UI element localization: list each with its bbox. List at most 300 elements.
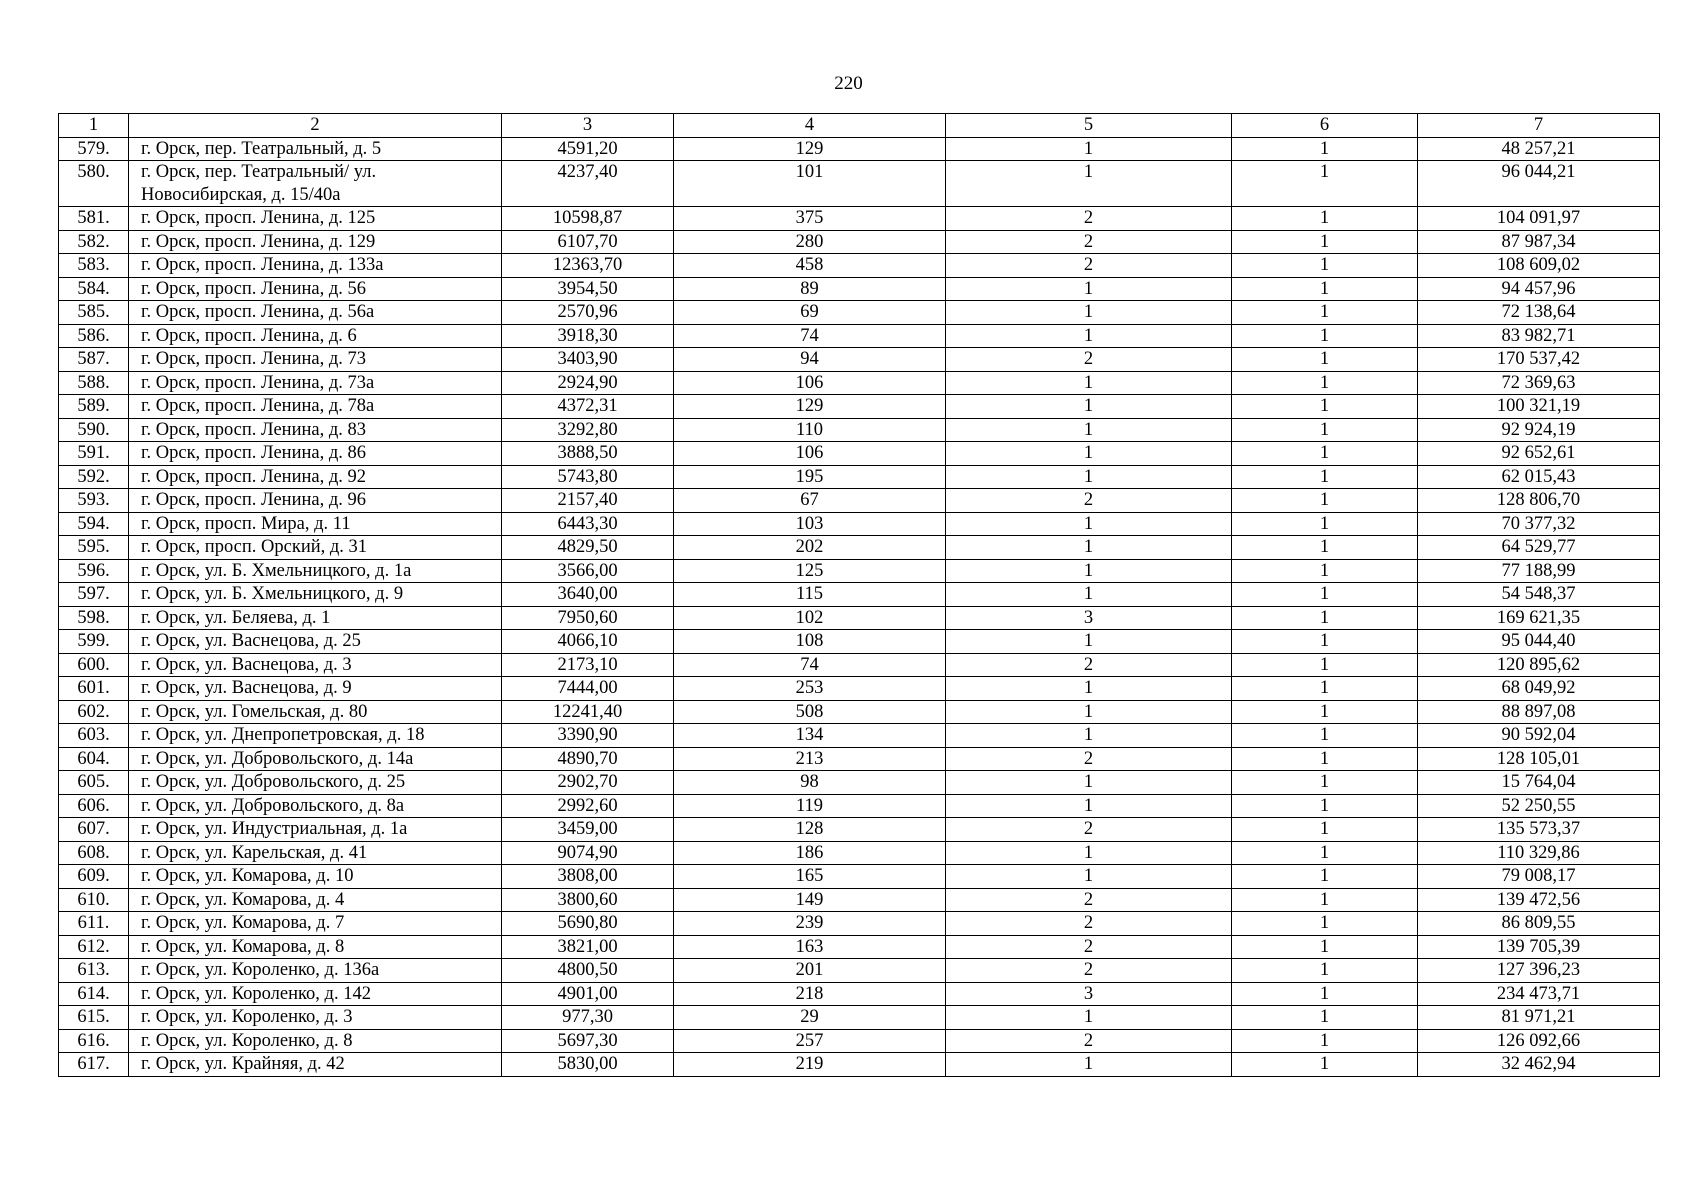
amount-cell: 96 044,21 [1418,161,1660,207]
header-cell: 5 [946,114,1232,138]
area-cell: 2992,60 [502,794,674,818]
table-row [59,512,1660,536]
amount-cell: 64 529,77 [1418,536,1660,560]
area-cell: 7950,60 [502,606,674,630]
col5-value-cell: 1 [946,771,1232,795]
header-cell: 7 [1418,114,1660,138]
row-number-cell: 596. [59,559,129,583]
amount-cell: 79 008,17 [1418,865,1660,889]
table-row [59,747,1660,771]
address-cell: г. Орск, ул. Индустриальная, д. 1а [129,818,502,842]
col5-value-cell: 1 [946,277,1232,301]
address-cell: г. Орск, ул. Добровольского, д. 14а [129,747,502,771]
header-cell: 2 [129,114,502,138]
table-row [59,489,1660,513]
row-number-cell: 602. [59,700,129,724]
residents-cell: 375 [674,207,946,231]
table-row [59,583,1660,607]
table-row [59,982,1660,1006]
address-cell: г. Орск, ул. Васнецова, д. 25 [129,630,502,654]
area-cell: 3888,50 [502,442,674,466]
amount-cell: 139 472,56 [1418,888,1660,912]
col6-value-cell: 1 [1232,254,1418,278]
residents-cell: 69 [674,301,946,325]
col6-value-cell: 1 [1232,371,1418,395]
row-number-cell: 616. [59,1029,129,1053]
row-number-cell: 597. [59,583,129,607]
address-cell: г. Орск, ул. Беляева, д. 1 [129,606,502,630]
col6-value-cell: 1 [1232,724,1418,748]
residents-cell: 165 [674,865,946,889]
col5-value-cell: 2 [946,935,1232,959]
col6-value-cell: 1 [1232,442,1418,466]
address-cell: г. Орск, ул. Б. Хмельницкого, д. 1а [129,559,502,583]
address-cell: г. Орск, ул. Комарова, д. 10 [129,865,502,889]
residents-cell: 195 [674,465,946,489]
residents-cell: 94 [674,348,946,372]
amount-cell: 92 924,19 [1418,418,1660,442]
address-cell: г. Орск, просп. Ленина, д. 129 [129,230,502,254]
area-cell: 2902,70 [502,771,674,795]
row-number-cell: 604. [59,747,129,771]
amount-cell: 52 250,55 [1418,794,1660,818]
address-cell: г. Орск, просп. Ленина, д. 133а [129,254,502,278]
address-cell: г. Орск, ул. Гомельская, д. 80 [129,700,502,724]
amount-cell: 68 049,92 [1418,677,1660,701]
row-number-cell: 594. [59,512,129,536]
amount-cell: 169 621,35 [1418,606,1660,630]
amount-cell: 95 044,40 [1418,630,1660,654]
area-cell: 5830,00 [502,1053,674,1077]
table-row [59,137,1660,161]
residents-cell: 89 [674,277,946,301]
col6-value-cell: 1 [1232,700,1418,724]
address-cell: г. Орск, просп. Ленина, д. 73а [129,371,502,395]
amount-cell: 70 377,32 [1418,512,1660,536]
residents-cell: 102 [674,606,946,630]
col5-value-cell: 2 [946,348,1232,372]
col6-value-cell: 1 [1232,794,1418,818]
col5-value-cell: 1 [946,442,1232,466]
residents-cell: 134 [674,724,946,748]
residents-cell: 219 [674,1053,946,1077]
col6-value-cell: 1 [1232,137,1418,161]
col6-value-cell: 1 [1232,677,1418,701]
area-cell: 2173,10 [502,653,674,677]
col6-value-cell: 1 [1232,865,1418,889]
col6-value-cell: 1 [1232,888,1418,912]
row-number-cell: 608. [59,841,129,865]
address-cell: г. Орск, просп. Ленина, д. 96 [129,489,502,513]
address-cell: г. Орск, просп. Ленина, д. 78а [129,395,502,419]
col5-value-cell: 1 [946,865,1232,889]
residents-cell: 186 [674,841,946,865]
area-cell: 4800,50 [502,959,674,983]
address-cell: г. Орск, просп. Мира, д. 11 [129,512,502,536]
address-cell: г. Орск, ул. Комарова, д. 8 [129,935,502,959]
amount-cell: 128 806,70 [1418,489,1660,513]
amount-cell: 15 764,04 [1418,771,1660,795]
address-cell: г. Орск, пер. Театральный/ ул. Новосибирская, д. 15/40а [129,161,502,207]
col5-value-cell: 2 [946,230,1232,254]
col5-value-cell: 2 [946,254,1232,278]
row-number-cell: 606. [59,794,129,818]
col6-value-cell: 1 [1232,348,1418,372]
table-row [59,254,1660,278]
address-cell: г. Орск, просп. Ленина, д. 92 [129,465,502,489]
address-cell: г. Орск, просп. Ленина, д. 56а [129,301,502,325]
col5-value-cell: 3 [946,982,1232,1006]
col6-value-cell: 1 [1232,512,1418,536]
row-number-cell: 583. [59,254,129,278]
col5-value-cell: 1 [946,324,1232,348]
residents-cell: 101 [674,161,946,207]
area-cell: 977,30 [502,1006,674,1030]
col5-value-cell: 1 [946,137,1232,161]
col6-value-cell: 1 [1232,1029,1418,1053]
table-body [59,114,1660,1077]
col5-value-cell: 1 [946,536,1232,560]
amount-cell: 120 895,62 [1418,653,1660,677]
address-cell: г. Орск, ул. Крайняя, д. 42 [129,1053,502,1077]
col5-value-cell: 1 [946,512,1232,536]
header-cell: 4 [674,114,946,138]
area-cell: 3808,00 [502,865,674,889]
col5-value-cell: 2 [946,653,1232,677]
row-number-cell: 607. [59,818,129,842]
table-header-row [59,114,1660,138]
table-row [59,301,1660,325]
row-number-cell: 581. [59,207,129,231]
col6-value-cell: 1 [1232,489,1418,513]
table-row [59,818,1660,842]
col6-value-cell: 1 [1232,818,1418,842]
address-cell: г. Орск, ул. Короленко, д. 8 [129,1029,502,1053]
col5-value-cell: 1 [946,301,1232,325]
amount-cell: 139 705,39 [1418,935,1660,959]
table-row [59,559,1660,583]
row-number-cell: 612. [59,935,129,959]
residents-cell: 119 [674,794,946,818]
amount-cell: 72 369,63 [1418,371,1660,395]
area-cell: 4901,00 [502,982,674,1006]
col6-value-cell: 1 [1232,583,1418,607]
page-number: 220 [834,73,863,94]
col6-value-cell: 1 [1232,536,1418,560]
area-cell: 3954,50 [502,277,674,301]
residents-cell: 129 [674,137,946,161]
residents-cell: 125 [674,559,946,583]
area-cell: 5743,80 [502,465,674,489]
header-cell: 6 [1232,114,1418,138]
row-number-cell: 603. [59,724,129,748]
col6-value-cell: 1 [1232,230,1418,254]
col6-value-cell: 1 [1232,747,1418,771]
area-cell: 3459,00 [502,818,674,842]
col6-value-cell: 1 [1232,418,1418,442]
residents-cell: 257 [674,1029,946,1053]
address-cell: г. Орск, просп. Ленина, д. 83 [129,418,502,442]
amount-cell: 86 809,55 [1418,912,1660,936]
row-number-cell: 590. [59,418,129,442]
col6-value-cell: 1 [1232,301,1418,325]
table-row [59,1053,1660,1077]
table-row [59,794,1660,818]
row-number-cell: 584. [59,277,129,301]
table-row [59,371,1660,395]
residents-cell: 115 [674,583,946,607]
row-number-cell: 585. [59,301,129,325]
row-number-cell: 586. [59,324,129,348]
row-number-cell: 591. [59,442,129,466]
table-row [59,700,1660,724]
table-row [59,161,1660,207]
area-cell: 3640,00 [502,583,674,607]
area-cell: 3566,00 [502,559,674,583]
col5-value-cell: 1 [946,794,1232,818]
row-number-cell: 587. [59,348,129,372]
residents-cell: 213 [674,747,946,771]
col6-value-cell: 1 [1232,465,1418,489]
amount-cell: 87 987,34 [1418,230,1660,254]
area-cell: 4591,20 [502,137,674,161]
address-cell: г. Орск, ул. Комарова, д. 7 [129,912,502,936]
residents-cell: 67 [674,489,946,513]
col6-value-cell: 1 [1232,982,1418,1006]
amount-cell: 72 138,64 [1418,301,1660,325]
address-cell: г. Орск, ул. Короленко, д. 142 [129,982,502,1006]
residents-cell: 163 [674,935,946,959]
area-cell: 4066,10 [502,630,674,654]
table-row [59,865,1660,889]
table-row [59,348,1660,372]
row-number-cell: 580. [59,161,129,207]
table-row [59,912,1660,936]
registry-table [58,113,1660,1077]
amount-cell: 128 105,01 [1418,747,1660,771]
area-cell: 4372,31 [502,395,674,419]
col6-value-cell: 1 [1232,324,1418,348]
amount-cell: 83 982,71 [1418,324,1660,348]
row-number-cell: 609. [59,865,129,889]
residents-cell: 128 [674,818,946,842]
col5-value-cell: 1 [946,1006,1232,1030]
table-row [59,677,1660,701]
residents-cell: 29 [674,1006,946,1030]
col6-value-cell: 1 [1232,559,1418,583]
amount-cell: 127 396,23 [1418,959,1660,983]
residents-cell: 106 [674,442,946,466]
area-cell: 6107,70 [502,230,674,254]
row-number-cell: 595. [59,536,129,560]
address-cell: г. Орск, ул. Днепропетровская, д. 18 [129,724,502,748]
col5-value-cell: 2 [946,818,1232,842]
area-cell: 5690,80 [502,912,674,936]
row-number-cell: 601. [59,677,129,701]
address-cell: г. Орск, ул. Добровольского, д. 25 [129,771,502,795]
amount-cell: 54 548,37 [1418,583,1660,607]
header-cell: 1 [59,114,129,138]
amount-cell: 108 609,02 [1418,254,1660,278]
address-cell: г. Орск, просп. Ленина, д. 86 [129,442,502,466]
area-cell: 3821,00 [502,935,674,959]
col6-value-cell: 1 [1232,841,1418,865]
area-cell: 2924,90 [502,371,674,395]
address-cell: г. Орск, ул. Короленко, д. 3 [129,1006,502,1030]
area-cell: 6443,30 [502,512,674,536]
amount-cell: 110 329,86 [1418,841,1660,865]
table-row [59,1006,1660,1030]
area-cell: 2157,40 [502,489,674,513]
table-row [59,630,1660,654]
col5-value-cell: 1 [946,841,1232,865]
residents-cell: 458 [674,254,946,278]
area-cell: 12363,70 [502,254,674,278]
col5-value-cell: 1 [946,700,1232,724]
col6-value-cell: 1 [1232,207,1418,231]
address-cell: г. Орск, ул. Короленко, д. 136а [129,959,502,983]
area-cell: 4829,50 [502,536,674,560]
area-cell: 5697,30 [502,1029,674,1053]
residents-cell: 149 [674,888,946,912]
area-cell: 10598,87 [502,207,674,231]
address-cell: г. Орск, ул. Б. Хмельницкого, д. 9 [129,583,502,607]
row-number-cell: 598. [59,606,129,630]
amount-cell: 100 321,19 [1418,395,1660,419]
address-cell: г. Орск, пер. Театральный, д. 5 [129,137,502,161]
col6-value-cell: 1 [1232,912,1418,936]
amount-cell: 48 257,21 [1418,137,1660,161]
row-number-cell: 582. [59,230,129,254]
residents-cell: 253 [674,677,946,701]
amount-cell: 90 592,04 [1418,724,1660,748]
amount-cell: 234 473,71 [1418,982,1660,1006]
row-number-cell: 588. [59,371,129,395]
table-row [59,230,1660,254]
table-row [59,841,1660,865]
amount-cell: 170 537,42 [1418,348,1660,372]
col5-value-cell: 1 [946,395,1232,419]
col5-value-cell: 2 [946,912,1232,936]
area-cell: 3390,90 [502,724,674,748]
row-number-cell: 600. [59,653,129,677]
amount-cell: 88 897,08 [1418,700,1660,724]
residents-cell: 74 [674,324,946,348]
col5-value-cell: 2 [946,489,1232,513]
residents-cell: 74 [674,653,946,677]
residents-cell: 239 [674,912,946,936]
col6-value-cell: 1 [1232,606,1418,630]
table-row [59,959,1660,983]
col6-value-cell: 1 [1232,653,1418,677]
residents-cell: 103 [674,512,946,536]
row-number-cell: 592. [59,465,129,489]
col5-value-cell: 2 [946,959,1232,983]
col5-value-cell: 1 [946,559,1232,583]
residents-cell: 106 [674,371,946,395]
address-cell: г. Орск, ул. Комарова, д. 4 [129,888,502,912]
col5-value-cell: 3 [946,606,1232,630]
col5-value-cell: 1 [946,371,1232,395]
amount-cell: 94 457,96 [1418,277,1660,301]
area-cell: 2570,96 [502,301,674,325]
residents-cell: 218 [674,982,946,1006]
col6-value-cell: 1 [1232,277,1418,301]
residents-cell: 280 [674,230,946,254]
address-cell: г. Орск, ул. Карельская, д. 41 [129,841,502,865]
col5-value-cell: 1 [946,418,1232,442]
address-cell: г. Орск, просп. Ленина, д. 6 [129,324,502,348]
table-row [59,935,1660,959]
col6-value-cell: 1 [1232,771,1418,795]
amount-cell: 104 091,97 [1418,207,1660,231]
address-cell: г. Орск, просп. Ленина, д. 125 [129,207,502,231]
table-row [59,465,1660,489]
table-row [59,277,1660,301]
row-number-cell: 605. [59,771,129,795]
col5-value-cell: 2 [946,207,1232,231]
col5-value-cell: 2 [946,747,1232,771]
residents-cell: 129 [674,395,946,419]
row-number-cell: 610. [59,888,129,912]
col5-value-cell: 1 [946,1053,1232,1077]
col6-value-cell: 1 [1232,1053,1418,1077]
row-number-cell: 613. [59,959,129,983]
table-row [59,771,1660,795]
residents-cell: 508 [674,700,946,724]
table-row [59,207,1660,231]
area-cell: 3403,90 [502,348,674,372]
col5-value-cell: 1 [946,161,1232,207]
col5-value-cell: 1 [946,465,1232,489]
row-number-cell: 589. [59,395,129,419]
col5-value-cell: 1 [946,630,1232,654]
col6-value-cell: 1 [1232,630,1418,654]
area-cell: 3800,60 [502,888,674,912]
residents-cell: 108 [674,630,946,654]
row-number-cell: 579. [59,137,129,161]
area-cell: 12241,40 [502,700,674,724]
amount-cell: 32 462,94 [1418,1053,1660,1077]
table-row [59,606,1660,630]
col5-value-cell: 1 [946,677,1232,701]
col6-value-cell: 1 [1232,959,1418,983]
row-number-cell: 617. [59,1053,129,1077]
table-row [59,442,1660,466]
table-row [59,395,1660,419]
residents-cell: 201 [674,959,946,983]
amount-cell: 135 573,37 [1418,818,1660,842]
amount-cell: 62 015,43 [1418,465,1660,489]
address-cell: г. Орск, ул. Добровольского, д. 8а [129,794,502,818]
table-row [59,724,1660,748]
amount-cell: 92 652,61 [1418,442,1660,466]
area-cell: 3918,30 [502,324,674,348]
table-row [59,888,1660,912]
amount-cell: 81 971,21 [1418,1006,1660,1030]
col5-value-cell: 1 [946,724,1232,748]
table-row [59,418,1660,442]
residents-cell: 202 [674,536,946,560]
table-row [59,653,1660,677]
table-row [59,536,1660,560]
residents-cell: 98 [674,771,946,795]
amount-cell: 77 188,99 [1418,559,1660,583]
area-cell: 3292,80 [502,418,674,442]
col6-value-cell: 1 [1232,395,1418,419]
area-cell: 4890,70 [502,747,674,771]
row-number-cell: 614. [59,982,129,1006]
